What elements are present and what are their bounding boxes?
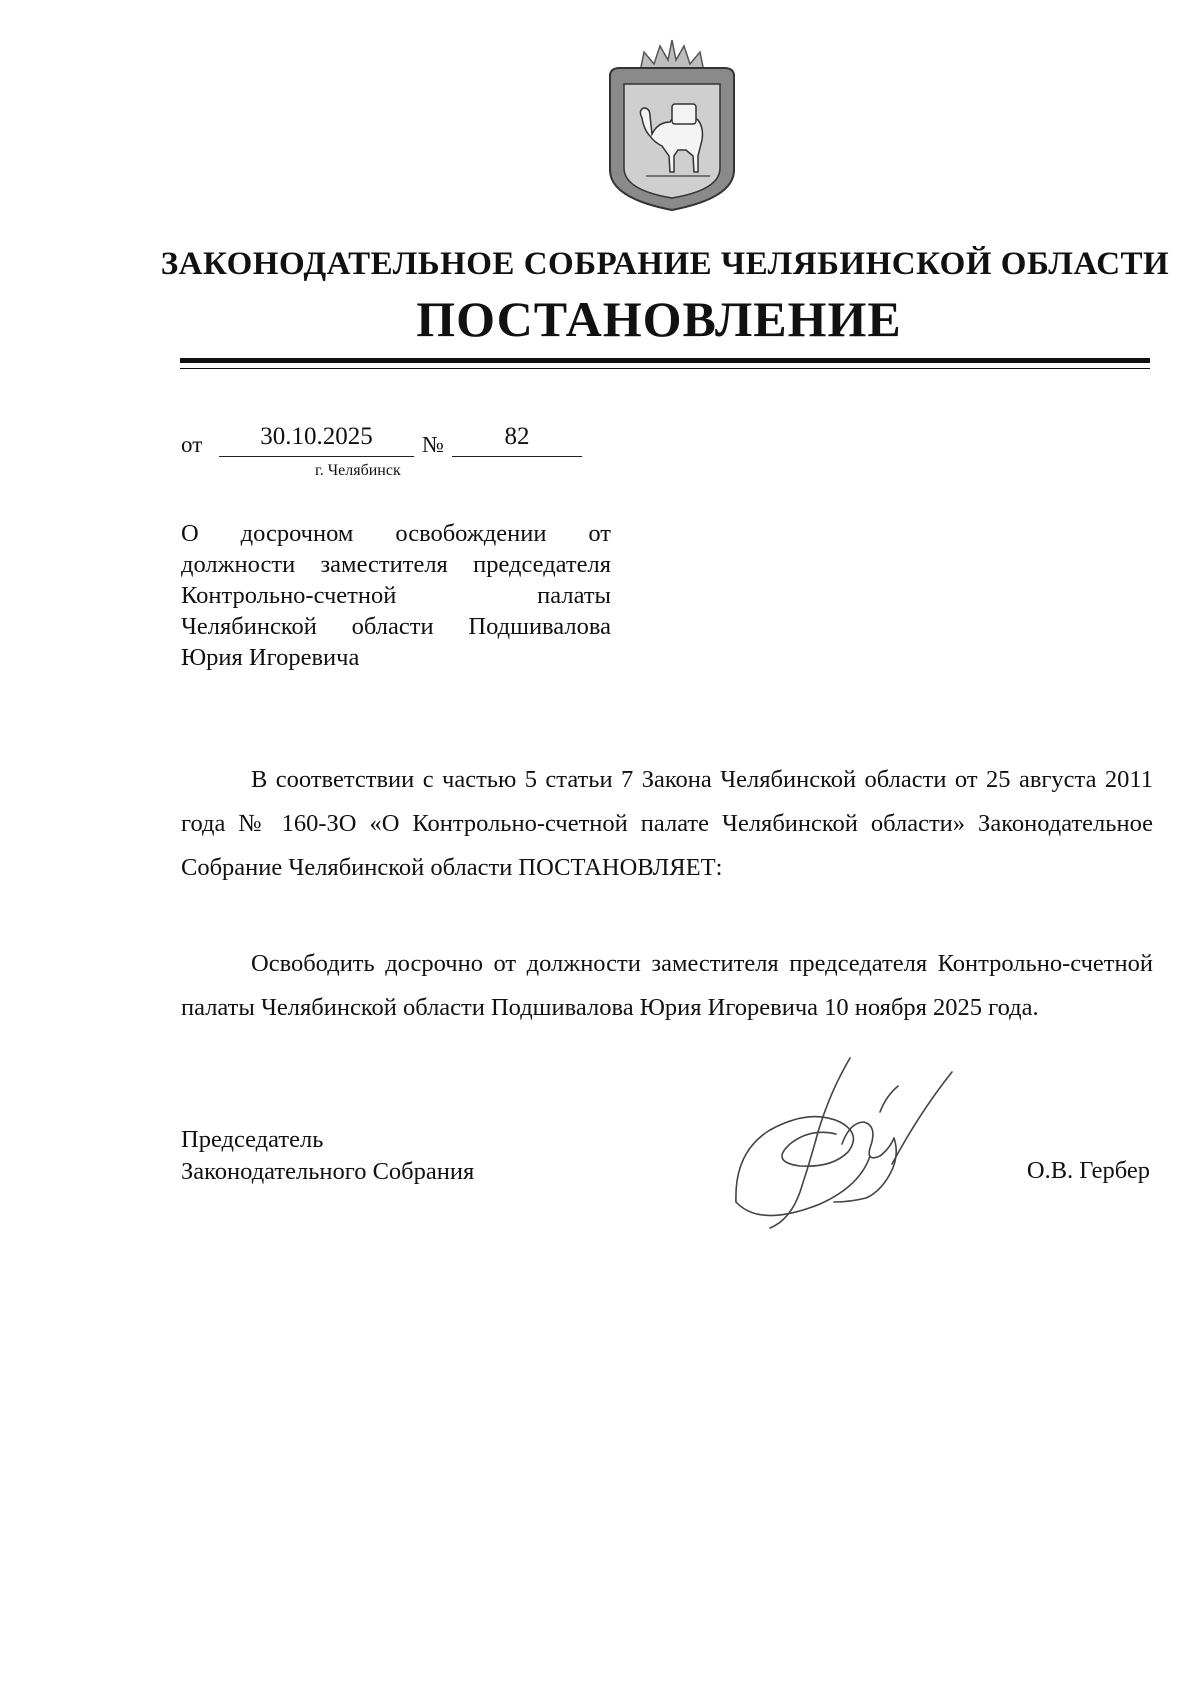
body-paragraph-resolution: Освободить досрочно от должности заместителя председателя Контрольно-счетной палаты Челябинской области Подшивалова Юрия Игоревича 10 ноября 2025 года. — [181, 950, 1153, 1021]
number-sign: № — [422, 432, 444, 457]
signer-title-line-1: Председатель — [181, 1126, 324, 1153]
signer-title-line-2: Законодательного Собрания — [181, 1158, 475, 1185]
handwritten-signature-icon — [730, 1052, 970, 1242]
number-underline — [452, 456, 582, 457]
header-divider-thick — [180, 358, 1150, 363]
body-paragraph-basis: В соответствии с частью 5 статьи 7 Закона Челябинской области от 25 августа 2011 года № 160-ЗО «О Контрольно-счетной палате Челябинской области» Законодательное Собрание Челябинской области ПОСТАНОВЛЯЕТ: — [181, 766, 1153, 881]
document-date: 30.10.2025 — [260, 423, 373, 450]
organization-name: ЗАКОНОДАТЕЛЬНОЕ СОБРАНИЕ ЧЕЛЯБИНСКОЙ ОБЛАСТИ — [160, 246, 1170, 282]
chelyabinsk-coat-of-arms-icon — [598, 38, 746, 214]
document-subject: О досрочном освобождении от должности заместителя председателя Контрольно-счетной палаты Челябинской области Подшивалова Юрия Игоревича — [181, 520, 611, 671]
document-type: ПОСТАНОВЛЕНИЕ — [416, 291, 902, 347]
header-divider-thin — [180, 368, 1150, 369]
signer-name: О.В. Гербер — [1026, 1157, 1150, 1184]
date-underline — [219, 456, 414, 457]
signer-title — [181, 1124, 474, 1188]
date-prefix: от — [181, 432, 203, 457]
city-label: г. Челябинск — [315, 462, 401, 479]
document-number: 82 — [504, 423, 530, 450]
